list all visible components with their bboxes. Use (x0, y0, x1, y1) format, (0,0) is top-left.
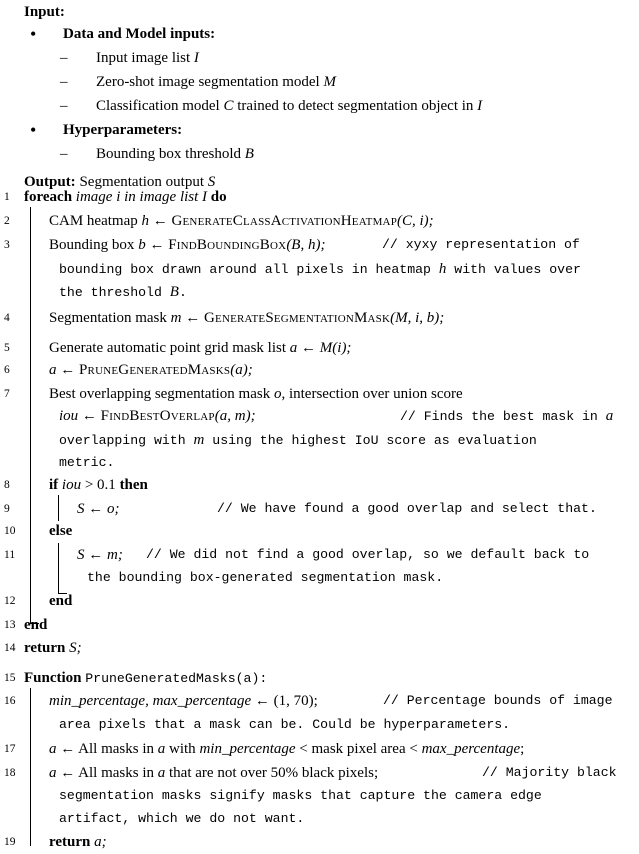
algo-line-10: 10 else (4, 523, 73, 539)
algo-line-6: 6 a ← PruneGeneratedMasks(a); (4, 362, 253, 378)
algo-line-15: 15 Function PruneGeneratedMasks(a): (4, 670, 268, 686)
algo-line-18-cont: segmentation masks signify masks that capture the camera edge (59, 788, 542, 803)
algo-line-3-cont: bounding box drawn around all pixels in heatmap h with values over (59, 261, 581, 277)
list-item: – Zero-shot image segmentation model M (0, 70, 639, 94)
dash-icon: – (60, 98, 68, 114)
algo-line-5: 5 Generate automatic point grid mask list a ← M(i); (4, 340, 352, 356)
algo-line-7-cont: metric. (59, 455, 115, 470)
algo-line-18-cont: artifact, which we do not want. (59, 811, 305, 826)
dash-icon: – (60, 50, 68, 66)
algo-line-12: 12 end (4, 593, 73, 609)
bullet-icon: • (30, 24, 37, 44)
algo-line-16: 16 min_percentage, max_percentage ← (1, 70); // Percentage bounds of image (4, 693, 613, 709)
algo-line-16-cont: area pixels that a mask can be. Could be hyperparameters. (59, 717, 511, 732)
algo-line-8: 8 if iou > 0.1 then (4, 477, 148, 493)
section-data-model: • Data and Model inputs: (30, 24, 216, 44)
algo-line-3: 3 Bounding box b ← FindBoundingBox(B, h); // xyxy representation of (4, 237, 580, 253)
bullet-icon: • (30, 120, 37, 140)
input-heading: Input: (24, 4, 65, 20)
list-item: – Input image list I (0, 46, 639, 70)
section-hyperparameters: • Hyperparameters: (30, 120, 183, 140)
algo-line-4: 4 Segmentation mask m ← GenerateSegmentationMask(M, i, b); (4, 310, 445, 326)
algo-line-2: 2 CAM heatmap h ← GenerateClassActivationHeatmap(C, i); (4, 213, 434, 229)
dash-icon: – (60, 146, 68, 162)
algo-line-14: 14 return S; (4, 640, 82, 656)
algo-line-18: 18 a ← All masks in a that are not over 50% black pixels; // Majority black (4, 765, 617, 781)
dash-icon: – (60, 74, 68, 90)
algo-line-11-cont: the bounding box-generated segmentation mask. (87, 570, 444, 585)
algo-line-7-cont: iou ← FindBestOverlap(a, m); // Finds the best mask in a (59, 408, 614, 424)
algo-line-7: 7 Best overlapping segmentation mask o, intersection over union score (4, 386, 463, 402)
list-item: – Classification model C trained to detect segmentation object in I (0, 94, 639, 118)
algo-line-9: 9 S ← o; // We have found a good overlap and select that. (4, 501, 597, 517)
algo-line-7-cont: overlapping with m using the highest IoU score as evaluation (59, 432, 537, 448)
algo-line-3-cont: the threshold B. (59, 284, 187, 300)
list-item: – Bounding box threshold B (0, 142, 639, 166)
algo-line-1: 1 foreach image i in image list I do (4, 189, 227, 205)
algo-line-17: 17 a ← All masks in a with min_percentage < mask pixel area < max_percentage; (4, 741, 525, 757)
algo-line-19: 19 return a; (4, 834, 107, 850)
algo-line-13: 13 end (4, 617, 48, 633)
output-line: Output: Segmentation output S (24, 174, 216, 190)
algo-line-11: 11 S ← m; // We did not find a good overlap, so we default back to (4, 547, 590, 563)
